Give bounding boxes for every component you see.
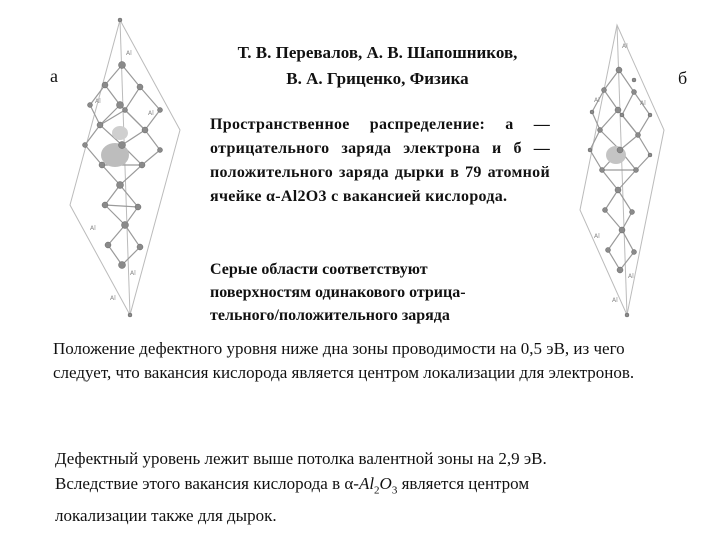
para2-suffix: является центром — [397, 474, 530, 493]
atom-label: Al — [612, 297, 618, 304]
formula-sub-3: 3 — [391, 484, 398, 497]
atoms — [83, 18, 163, 317]
atom-label: Al — [95, 98, 101, 105]
panel-label-a: а — [50, 66, 58, 86]
atom-label: Al — [594, 233, 600, 240]
figure-caption: Пространственное распределение: а — отрицательного заряда электрона и б — положительного заряда дырки в 79 атомной ячейке α-Al2O3 с вакансией кислорода. — [210, 116, 550, 205]
para2-line-3: локализации также для дырок. — [55, 506, 277, 526]
panel-label-b: б — [678, 68, 688, 88]
atom-label: Al — [126, 50, 132, 57]
atom-labels — [594, 43, 646, 304]
crystal-structure-figure-b — [572, 20, 672, 320]
formula-al: Al — [358, 474, 375, 493]
crystal-structure-figure-a — [60, 15, 190, 320]
citation-line-1: Т. В. Перевалов, А. В. Шапошников, — [237, 43, 518, 62]
note-line-1: Серые области соответствуют — [210, 261, 428, 278]
note-line-2: поверхностям одинакового отрица- — [210, 284, 466, 301]
citation-line-2: В. А. Гриценко, Физика — [286, 69, 469, 88]
atom-label: Al — [622, 43, 628, 50]
citation-title — [205, 40, 550, 92]
para2-prefix: Вследствие этого вакансия кислорода в α- — [55, 474, 359, 493]
figure-note — [210, 258, 550, 327]
atom-label: Al — [148, 110, 154, 117]
para2-line-2 — [55, 471, 675, 503]
atom-label: Al — [628, 273, 634, 280]
charge-density-region — [606, 146, 626, 164]
note-line-3: тельного/положительного заряда — [210, 307, 450, 324]
paragraph-electron-localization: Положение дефектного уровня ниже дна зоны проводимости на 0,5 эВ, из чего следует, что вакансия кислорода является центром локализации для электронов. — [53, 339, 635, 382]
atom-label: Al — [110, 295, 116, 302]
para2-line-1: Дефектный уровень лежит выше потолка валентной зоны на 2,9 эВ. — [55, 449, 547, 468]
atom-label: Al — [130, 270, 136, 277]
formula-o: O — [379, 474, 392, 493]
atom-label: Al — [594, 97, 600, 104]
atom-label: Al — [640, 100, 646, 107]
formula-sub-2: 2 — [374, 484, 380, 497]
atom-label: Al — [90, 225, 96, 232]
paragraph-hole-localization — [55, 446, 675, 528]
